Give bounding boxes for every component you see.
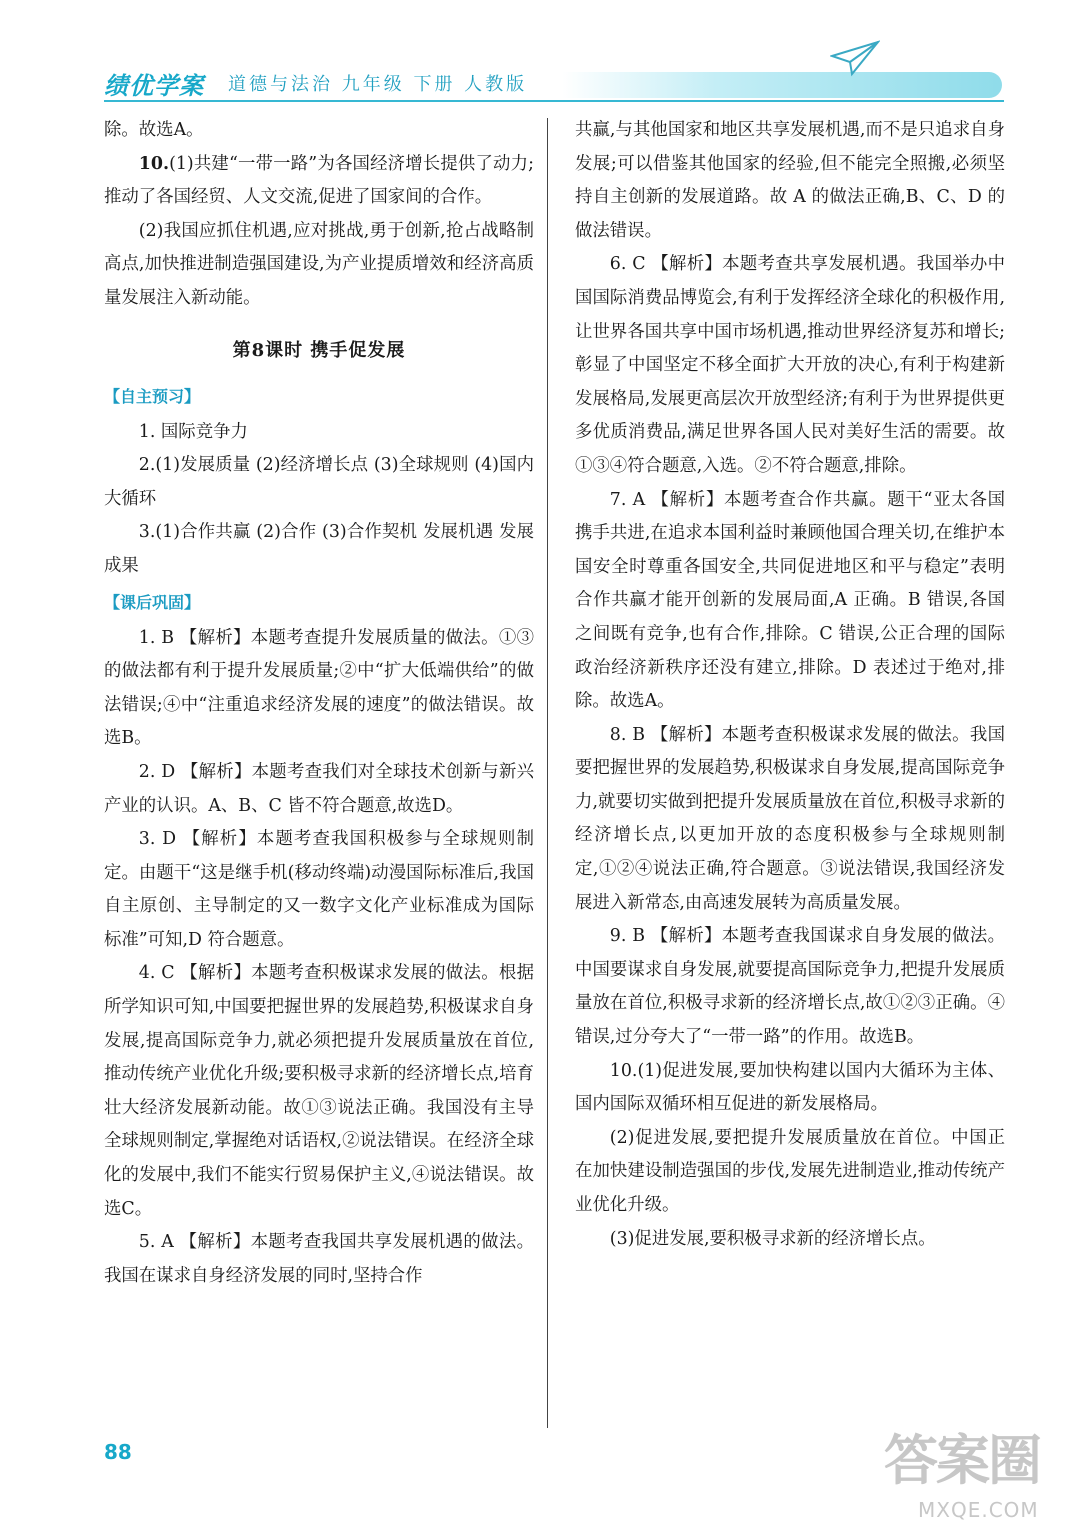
answer-item: 1. B 【解析】本题考查提升发展质量的做法。①③的做法都有利于提升发展质量;②中“扩大低端供给”的做法错误;④中“注重追求经济发展的速度”的做法错误。故选B。 <box>104 627 534 749</box>
lesson-title: 第8课时 携手促发展 <box>232 339 406 361</box>
answer-item: 8. B 【解析】本题考查积极谋求发展的做法。我国要把握世界的发展趋势,积极谋求自身发展,提高国际竞争力,就要切实做到把提升发展质量放在首位,积极寻求新的经济增长点,以更加开放的态度积极参与全球规则制定,①②④说法正确,符合题意。③说法错误,我国经济发展进入新常态,由高速发展转为高质量发展。 <box>575 724 1005 913</box>
right-column <box>575 114 1005 1256</box>
answer-10 <box>104 148 534 215</box>
section-tag-preview: 【自主预习】 <box>104 386 201 406</box>
answer-item: 9. B 【解析】本题考查我国谋求自身发展的做法。中国要谋求自身发展,就要提高国际竞争力,把提升发展质量放在首位,积极寻求新的经济增长点,故①②③正确。④错误,过分夸大了“一带一路”的作用。故选B。 <box>575 926 1005 1048</box>
answer-item: 4. C 【解析】本题考查积极谋求发展的做法。根据所学知识可知,中国要把握世界的发展趋势,积极谋求自身发展,提高国际竞争力,就必须把提升发展质量放在首位,推动传统产业优化升级;要积极寻求新的经济增长点,培育壮大经济发展新动能。故①③说法正确。我国没有主导全球规则制定,掌握绝对话语权,②说法错误。在经济全球化的发展中,我们不能实行贸易保护主义,④说法错误。故选C。 <box>104 963 534 1219</box>
header-rule <box>104 100 1004 102</box>
answer-item: 10.(1)促进发展,要加快构建以国内大循环为主体、国内国际双循环相互促进的新发展格局。 <box>575 1060 1005 1115</box>
answer-item: 6. C 【解析】本题考查共享发展机遇。我国举办中国国际消费品博览会,有利于发挥经济全球化的积极作用,让世界各国共享中国市场机遇,推动世界经济复苏和增长;彰显了中国坚定不移全面扩大开放的决心,有利于构建新发展格局,发展更高层次开放型经济;有利于为世界提供更多优质消费品,满足世界各国人民对美好生活的需要。故①③④符合题意,入选。②不符合题意,排除。 <box>575 254 1005 476</box>
answer-number: 10. <box>138 153 170 174</box>
answer-item: 2. D 【解析】本题考查我们对全球技术创新与新兴产业的认识。A、B、C 皆不符合题意,故选D。 <box>104 761 534 816</box>
page-number: 88 <box>104 1440 132 1464</box>
section-tag-review: 【课后巩固】 <box>104 592 201 612</box>
page-header <box>0 0 1067 112</box>
left-column <box>104 114 534 1293</box>
paper-plane-icon <box>830 38 880 78</box>
brand-logo: 绩优学案 <box>104 72 204 100</box>
answer-item: (3)促进发展,要积极寻求新的经济增长点。 <box>609 1228 936 1249</box>
answer-item: 3. D 【解析】本题考查我国积极参与全球规则制定。由题干“这是继手机(移动终端)动漫国际标准后,我国自主原创、主导制定的又一数字文化产业标准成为国际标准”可知,D 符合题意。 <box>104 829 534 950</box>
text-paragraph: 除。故选A。 <box>104 120 204 140</box>
answer-item: (2)促进发展,要把提升发展质量放在首位。中国正在加快建设制造强国的步伐,发展先进制造业,推动传统产业优化升级。 <box>575 1127 1005 1215</box>
header-decor-bar <box>562 72 1002 98</box>
watermark-url: MXQE.COM <box>918 1498 1039 1522</box>
answer-item: 7. A 【解析】本题考查合作共赢。题干“亚太各国携手共进,在追求本国利益时兼顾他国合理关切,在维护本国安全时尊重各国安全,共同促进地区和平与稳定”表明合作共赢才能开创新的发展局面,A 正确。B 错误,各国之间既有竞争,也有合作,排除。C 错误,公正合理的国际政治经济新秩序还没有建立,排除。D 表述过于绝对,排除。故选A。 <box>575 489 1005 712</box>
watermark-logo: 答案圈 <box>884 1429 1040 1492</box>
subject-title: 道德与法治 九年级 下册 人教版 <box>228 74 528 95</box>
answer-item: 5. A 【解析】本题考查我国共享发展机遇的做法。我国在谋求自身经济发展的同时,坚持合作 <box>104 1232 534 1286</box>
column-divider <box>547 118 548 1428</box>
answer-text: (1)共建“一带一路”为各国经济增长提供了动力;推动了各国经贸、人文交流,促进了国家间的合作。 <box>104 153 534 208</box>
preview-item: 2.(1)发展质量 (2)经济增长点 (3)全球规则 (4)国内大循环 <box>104 455 534 509</box>
preview-item: 3.(1)合作共赢 (2)合作 (3)合作契机 发展机遇 发展成果 <box>104 522 534 576</box>
answer-10-2: (2)我国应抓住机遇,应对挑战,勇于创新,抢占战略制高点,加快推进制造强国建设,为产业提质增效和经济高质量发展注入新动能。 <box>104 220 534 308</box>
answer-continuation: 共赢,与其他国家和地区共享发展机遇,而不是只追求自身发展;可以借鉴其他国家的经验,但不能完全照搬,必须坚持自主创新的发展道路。故 A 的做法正确,B、C、D 的做法错误。 <box>575 120 1005 241</box>
watermark <box>880 1418 1060 1528</box>
preview-item: 1. 国际竞争力 <box>138 421 248 442</box>
